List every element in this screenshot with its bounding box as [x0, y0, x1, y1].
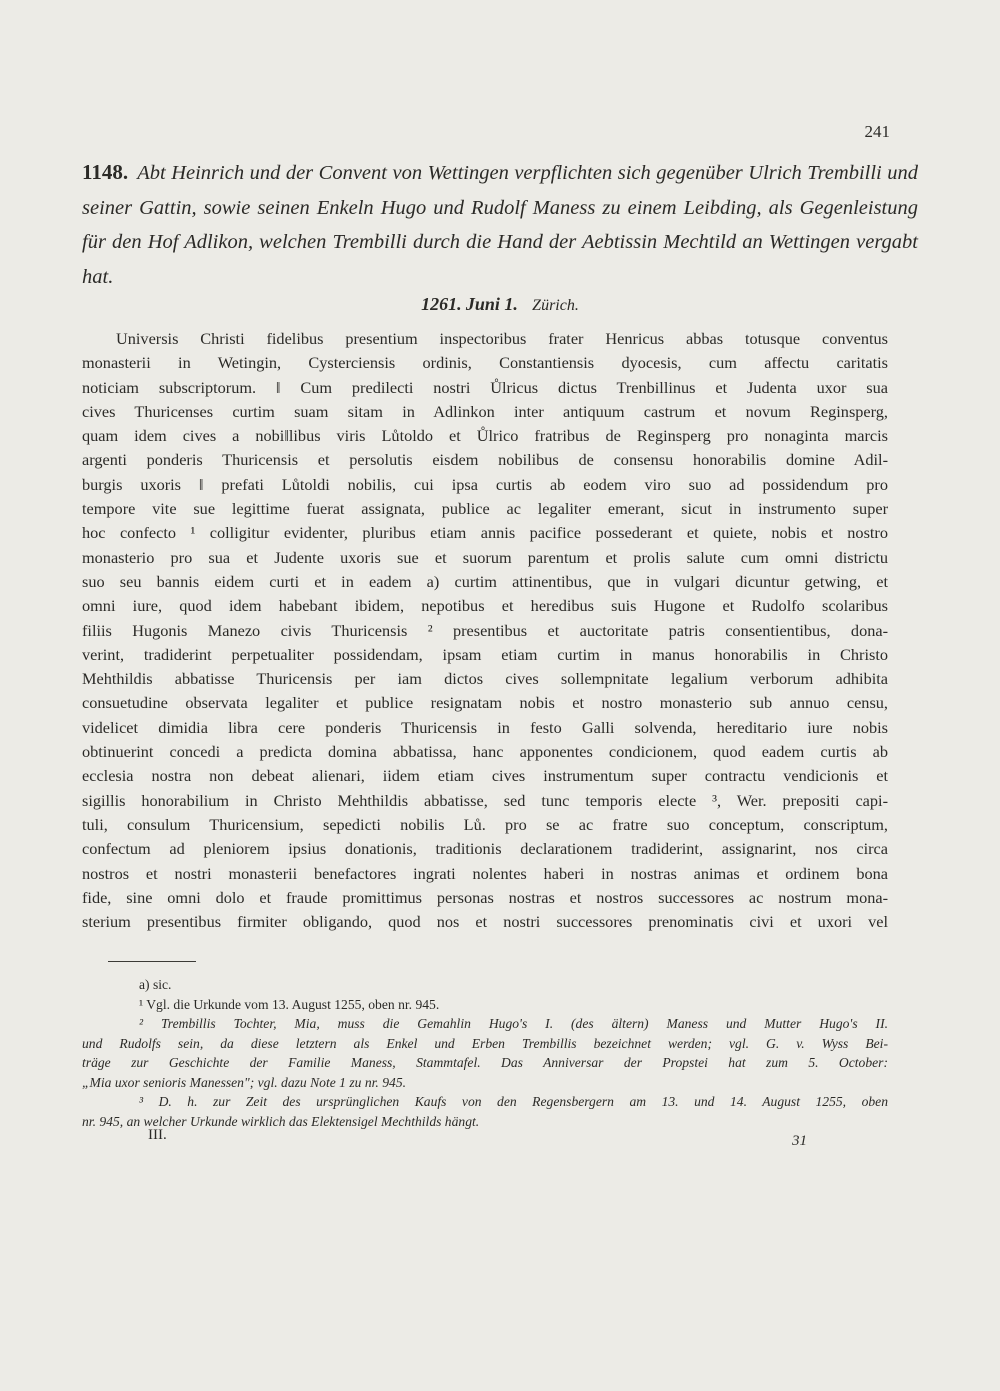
footnote-a: a) sic.	[139, 977, 172, 992]
footnote-3	[82, 1092, 888, 1131]
text-line: verint, tradiderint perpetualiter possidendam, ipsam etiam curtim in manus honorabilis in Christo	[82, 644, 888, 664]
text-line: hoc confecto ¹ colligitur evidenter, pluribus etiam annis pacifice possederant et quiete, nobis et nostro	[82, 523, 888, 543]
text-line: quam idem cives a nobi‖libus viris Lůtoldo et Ůlrico fratribus de Reginsperg pro nonaginta marcis	[82, 426, 888, 446]
footnote-2-line: „Mia uxor senioris Manessen"; vgl. dazu Note 1 zu nr. 945.	[82, 1074, 407, 1090]
text-line: filiis Hugonis Manezo civis Thuricensis ² presentibus et auctoritate patris consentientibus, dona-	[82, 620, 888, 640]
sheet-number: 31	[792, 1133, 807, 1149]
footnote-3-line: nr. 945, an welcher Urkunde wirklich das Elektensigel Mechthilds hängt.	[82, 1113, 480, 1129]
text-line: tempore vite sue legittime fuerat assignata, publice ac legaliter emerant, sicut in instrumento super	[82, 499, 888, 519]
text-line: burgis uxoris ‖ prefati Lůtoldi nobilis, cui ipsa curtis ab eodem viro suo ad possidendum pro	[82, 474, 888, 494]
text-line: fide, sine omni dolo et fraude promittimus personas nostras et nostros successores ac nostrum mona-	[82, 887, 888, 907]
footnote-1: ¹ Vgl. die Urkunde vom 13. August 1255, oben nr. 945.	[139, 996, 440, 1012]
page-number: 241	[864, 122, 890, 141]
text-line: obtinuerint concedi a predicta domina abbatissa, hanc apponentes condicionem, quod eadem curtis ab	[82, 742, 888, 762]
text-line: monasterii in Wetingin, Cysterciensis ordinis, Constantiensis dyocesis, cum affectu caritatis	[82, 353, 888, 373]
text-line: monasterio pro sua et Judente uxoris sue et suorum parentum et prolis salute cum omni districtu	[82, 547, 888, 567]
text-line: consuetudine observata legaliter et publice resignatam nobis et nostro monasterio sub annuo censu,	[82, 693, 888, 713]
text-line: omni iure, quod idem habebant ibidem, nepotibus et heredibus suis Hugone et Rudolfo scolaribus	[82, 596, 888, 616]
text-line: tuli, consulum Thuricensium, sepedicti nobilis Lů. pro se ac fratre suo conceptum, conscriptum,	[82, 814, 888, 834]
text-line: Universis Christi fidelibus presentium inspectoribus frater Henricus abbas totusque conventus	[116, 329, 888, 348]
text-line: sigillis honorabilium in Christo Mehthildis abbatisse, sed tunc temporis electe ³, Wer. prepositi capi-	[82, 790, 888, 810]
text-line: suo seu bannis eidem curti et in eadem a) curtim attinentibus, que in vulgari dicuntur getwing, et	[82, 571, 888, 591]
footnote-2-line: träge zur Geschichte der Familie Maness, Stammtafel. Das Anniversar der Propstei hat zum 5. October:	[82, 1055, 888, 1070]
text-line: Mehthildis abbatisse Thuricensis per iam dictos cives sollempnitate legalium verborum adhibita	[82, 669, 888, 689]
text-line: argenti ponderis Thuricensis et persolutis eisdem nobilibus de consensu honorabilis domine Adil-	[82, 450, 888, 470]
text-line: cives Thuricenses curtim suam sitam in Adlinkon inter antiquum castrum et novum Reginsperg,	[82, 401, 888, 421]
document-number: 1148.	[82, 160, 129, 184]
heading-summary: Abt Heinrich und der Convent von Wettingen verpflichten sich gegenüber Ulrich Trembilli und seiner Gattin, sowie seinen Enkeln Hugo und Rudolf Maness zu einem Leibding, als Gegenleistung für den Hof Adlikon, welchen Trembilli durch die Hand der Aebtissin Mechtild an Wettingen vergabt hat.	[82, 162, 918, 288]
date-line	[0, 294, 1000, 315]
text-line: confectum ad pleniorem ipsius donationis, traditionis declarationem tradiderint, assignarint, nos circa	[82, 839, 888, 859]
document-heading	[82, 155, 918, 294]
text-line: sterium presentibus firmiter obligando, quod nos et nostri successores prenominatis civi et uxori vel	[82, 912, 888, 932]
charter-text	[82, 327, 888, 934]
footnotes	[82, 975, 888, 1131]
footnote-3-line: ³ D. h. zur Zeit des ursprünglichen Kaufs von den Regensbergern am 13. und 14. August 1255, oben	[139, 1094, 888, 1109]
text-line: ecclesia nostra non debeat alienari, iidem etiam cives instrumentum super contractu vendicionis et	[82, 766, 888, 786]
text-line: nostros et nostri monasterii benefactores ingrati nolentes haberi in nostras animas et ordinem bona	[82, 863, 888, 883]
footnote-divider	[108, 961, 196, 962]
footnote-2-line: ² Trembillis Tochter, Mia, muss die Gemahlin Hugo's I. (des ältern) Maness und Mutter Hugo's II.	[139, 1016, 888, 1031]
date-place: Zürich.	[532, 297, 579, 314]
date-year: 1261.	[421, 294, 462, 314]
footnote-2-line: und Rudolfs sein, da diese letztern als Enkel und Erben Trembillis bezeichnet werden; vgl. G. v. Wyss Bei-	[82, 1035, 888, 1051]
footnote-2	[82, 1014, 888, 1092]
date-day: Juni 1.	[465, 294, 518, 314]
text-line: noticiam subscriptorum. ‖ Cum predilecti nostri Ůlricus dictus Trenbillinus et Judenta uxor sua	[82, 377, 888, 397]
text-line: videlicet dimidia libra cere ponderis Thuricensis in festo Galli solvenda, hereditario iure nobis	[82, 717, 888, 737]
signature-mark: III.	[148, 1127, 167, 1143]
